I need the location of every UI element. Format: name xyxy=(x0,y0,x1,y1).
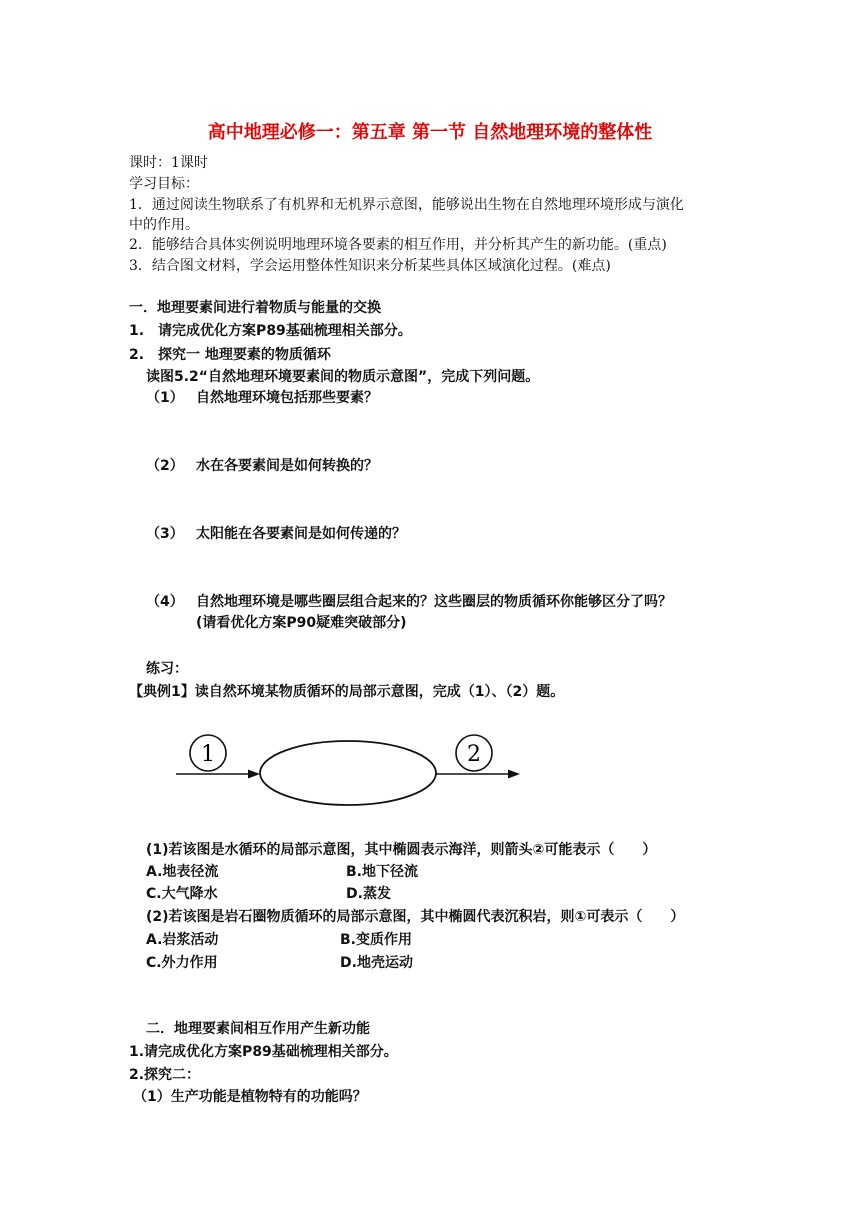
q1-option-c: C.大气降水 xyxy=(146,886,218,902)
goals-label: 学习目标： xyxy=(129,176,199,192)
q2-option-a: A.岩浆活动 xyxy=(146,932,219,948)
label-1-text: 1 xyxy=(201,742,215,767)
question-2-number: （2） xyxy=(146,458,184,474)
ellipse-reservoir xyxy=(260,741,436,805)
label-2-text: 2 xyxy=(467,742,481,767)
class-hours: 课时：1课时 xyxy=(129,155,208,171)
example-question-1: (1)若该图是水循环的局部示意图，其中椭圆表示海洋，则箭头②可能表示（ ） xyxy=(146,842,657,858)
cycle-diagram xyxy=(168,728,528,818)
section-2-question-1: （1）生产功能是植物特有的功能吗？ xyxy=(133,1089,367,1105)
question-1-number: （1） xyxy=(146,390,184,406)
practice-label: 练习： xyxy=(146,661,188,677)
q1-option-b: B.地下径流 xyxy=(346,864,418,880)
q2-option-d: D.地壳运动 xyxy=(340,955,413,971)
section-2-item-1: 1.请完成优化方案P89基础梳理相关部分。 xyxy=(129,1044,398,1060)
section-1-item-2: 2. 探究一 地理要素的物质循环 xyxy=(129,347,331,363)
q2-option-b: B.变质作用 xyxy=(340,932,412,948)
goal-3: 3．结合图文材料，学会运用整体性知识来分析某些具体区域演化过程。(难点) xyxy=(129,258,611,274)
q1-option-a: A.地表径流 xyxy=(146,864,219,880)
section-2-item-2: 2.探究二： xyxy=(129,1067,201,1083)
question-1-text: 自然地理环境包括那些要素？ xyxy=(196,390,378,406)
goal-2: 2．能够结合具体实例说明地理环境各要素的相互作用，并分析其产生的新功能。(重点) xyxy=(129,237,667,253)
document-title: 高中地理必修一：第五章 第一节 自然地理环境的整体性 xyxy=(207,122,653,143)
goal-1-line-a: 1．通过阅读生物联系了有机界和无机界示意图，能够说出生物在自然地理环境形成与演化 xyxy=(129,197,684,213)
example-question-2: (2)若该图是岩石圈物质循环的局部示意图，其中椭圆代表沉积岩，则①可表示（ ） xyxy=(146,909,685,925)
question-3-number: （3） xyxy=(146,526,184,542)
section-1-item-1: 1. 请完成优化方案P89基础梳理相关部分。 xyxy=(129,323,412,339)
question-4-number: （4） xyxy=(146,594,184,610)
read-instruction: 读图5.2“自然地理环境要素间的物质示意图”，完成下列问题。 xyxy=(146,369,540,385)
section-2-heading: 二．地理要素间相互作用产生新功能 xyxy=(146,1021,370,1037)
example-1: 【典例1】读自然环境某物质循环的局部示意图，完成（1）、（2）题。 xyxy=(129,684,565,700)
question-2-text: 水在各要素间是如何转换的？ xyxy=(196,458,378,474)
question-4-note: (请看优化方案P90疑难突破部分) xyxy=(196,615,407,631)
arrow-2-head xyxy=(508,770,520,779)
q2-option-c: C.外力作用 xyxy=(146,955,218,971)
q1-option-d: D.蒸发 xyxy=(346,886,391,902)
arrow-1-head xyxy=(248,770,260,779)
question-4-text: 自然地理环境是哪些圈层组合起来的？这些圈层的物质循环你能够区分了吗？ xyxy=(196,594,672,610)
question-3-text: 太阳能在各要素间是如何传递的？ xyxy=(196,526,406,542)
goal-1-line-b: 中的作用。 xyxy=(129,217,199,233)
section-1-heading: 一．地理要素间进行着物质与能量的交换 xyxy=(129,300,381,316)
